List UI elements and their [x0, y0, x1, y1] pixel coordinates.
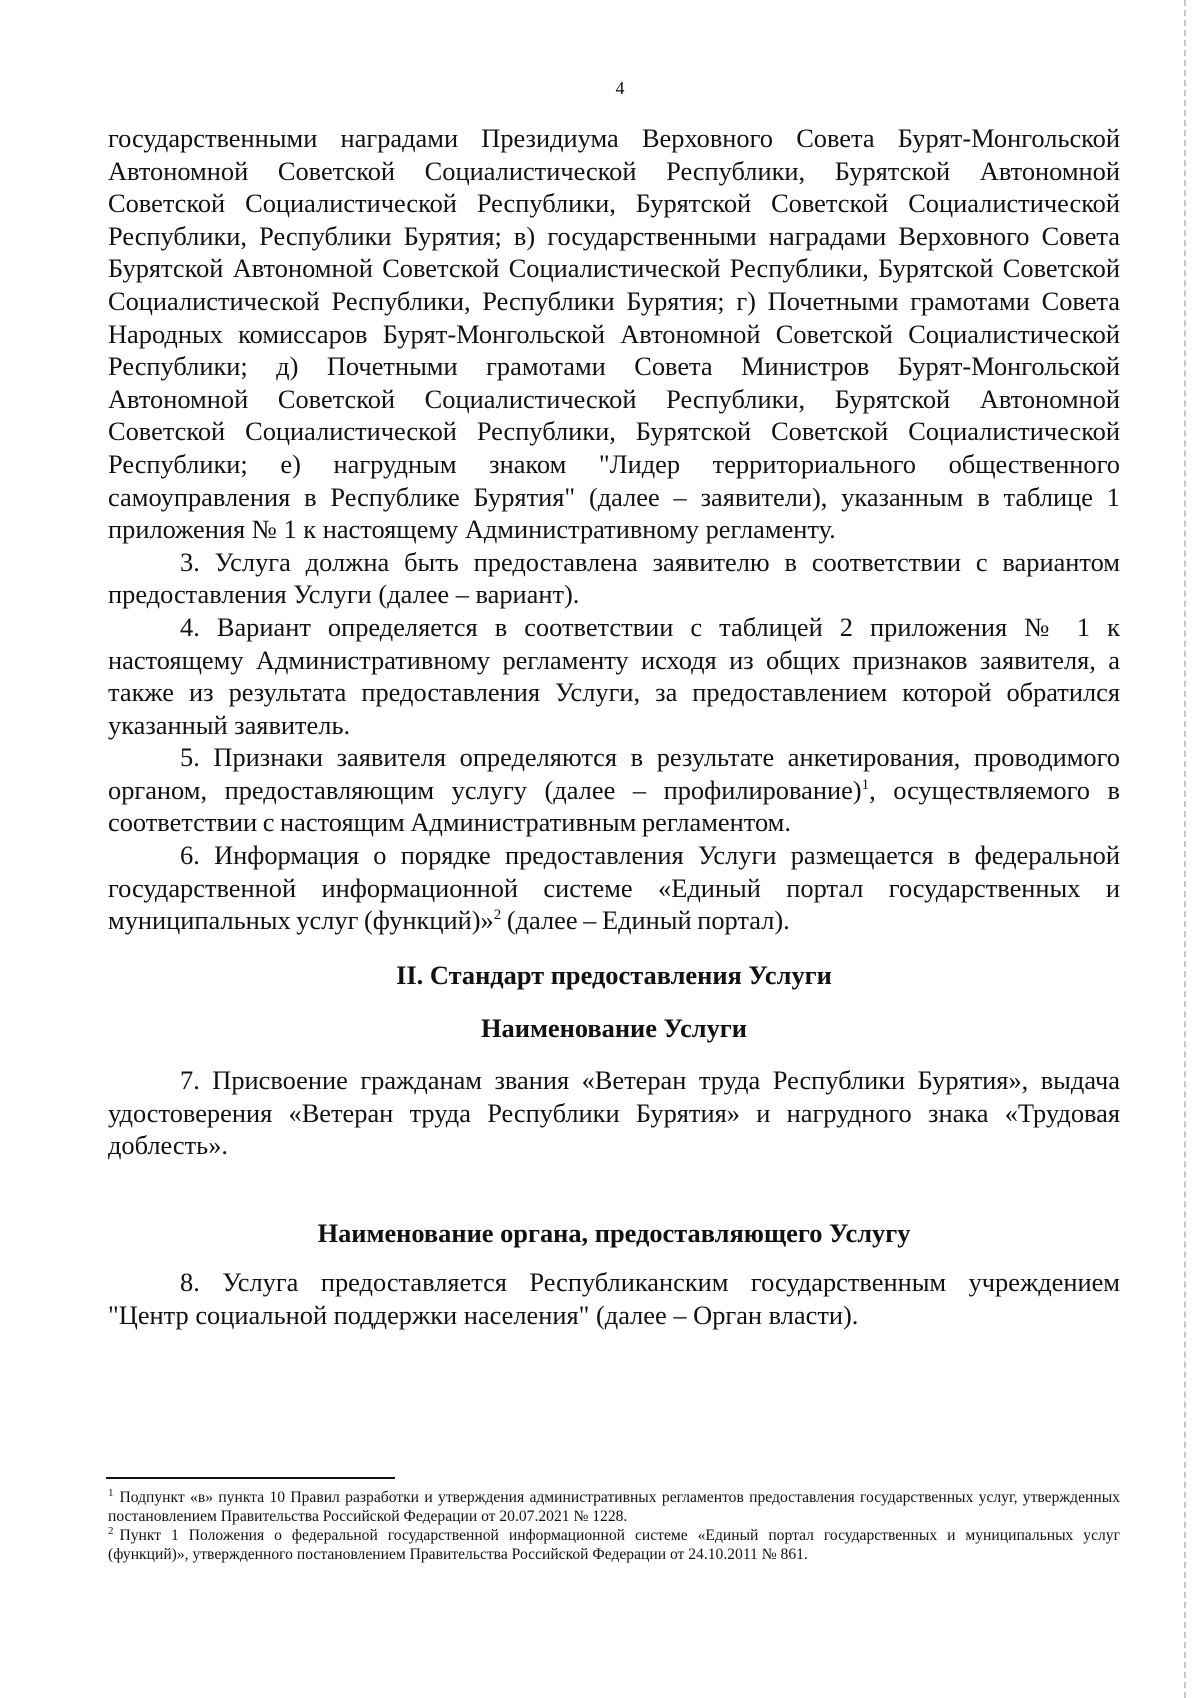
paragraph-3: 3. Услуга должна быть предоставлена заявителю в соответствии с вариантом предоставления Услуги (далее – вариант). [108, 546, 1120, 610]
paragraph-8: 8. Услуга предоставляется Республиканским государственным учреждением "Центр социальной поддержки населения" (далее – Орган власти). [108, 1267, 1120, 1330]
footnotes [108, 1488, 1120, 1564]
paragraph-7: 7. Присвоение гражданам звания «Ветеран труда Республики Бурятия», выдача удостоверения «Ветеран труда Республики Бурятия» и нагрудного знака «Трудовая доблесть». [108, 1065, 1120, 1161]
paragraph-4: 4. Вариант определяется в соответствии с таблицей 2 приложения № 1 к настоящему Административному регламенту исходя из общих признаков заявителя, а также из результата предоставления Услуги, за предоставлением которой обратился указанный заявитель. [108, 611, 1120, 740]
section-heading: II. Стандарт предоставления Услуги [396, 959, 832, 990]
paragraph-6 [108, 839, 1120, 937]
page-number: 4 [615, 78, 625, 98]
footnote-1-text: Подпункт «в» пункта 10 Правил разработки и утверждения административных регламентов предоставления государственных услуг, утвержденных постановлением Правительства Российской Федерации от 20.07.2021 № 1228. [108, 1489, 1120, 1525]
footnote-2-text: Пункт 1 Положения о федеральной государственной информационной системе «Единый портал государственных и муниципальных услуг (функций)», утвержденного постановлением Правительства Российской Федерации от 24.10.2011 № 861. [108, 1527, 1120, 1563]
footnote-2-mark: 2 [108, 1524, 114, 1537]
footnote-ref-1: 1 [861, 777, 870, 794]
paragraph-5 [108, 741, 1120, 839]
footnote-1-mark: 1 [108, 1486, 114, 1499]
page-body [108, 122, 1120, 1332]
footnote-separator [106, 1477, 395, 1479]
footnote-ref-2: 2 [493, 907, 502, 924]
scan-edge-line [1184, 0, 1186, 1698]
paragraph-5-text-end: , осуществляемого в соответствии с настоящим Административным регламентом. [108, 774, 1120, 838]
subheading-service-name: Наименование Услуги [481, 1013, 747, 1044]
paragraph-5-text: 5. Признаки заявителя определяются в результате анкетирования, проводимого органом, предоставляющим услугу (далее – профилирование) [108, 742, 1120, 805]
paragraph-6-text: 6. Информация о порядке предоставления Услуги размещается в федеральной государственной информационной системе «Единый портал государственных и муниципальных услуг (функций)» [108, 840, 1120, 936]
footnote-2 [108, 1526, 1120, 1564]
paragraph-continuation: государственными наградами Президиума Верховного Совета Бурят-Монгольской Автономной Советской Социалистической Республики, Бурятской Автономной Советской Социалистической Республики, Бурятской Советской Социалистической Республики, Республики Бурятия; в) государственными наградами Верховного Совета Бурятской Автономной Советской Социалистической Республики, Бурятской Советской Социалистической Республики, Республики Бурятия; г) Почетными грамотами Совета Народных комиссаров Бурят-Монгольской Автономной Советской Социалистической Республики; д) Почетными грамотами Совета Министров Бурят-Монгольской Автономной Советской Социалистической Республики, Бурятской Автономной Советской Социалистической Республики, Бурятской Советской Социалистической Республики; е) нагрудным знаком "Лидер территориального общественного самоуправления в Республике Бурятия" (далее – заявители), указанным в таблице 1 приложения № 1 к настоящему Административному регламенту. [108, 123, 1120, 545]
paragraph-6-text-end: (далее – Единый портал). [501, 905, 790, 936]
footnote-1 [108, 1488, 1120, 1526]
subheading-authority: Наименование органа, предоставляющего Услугу [317, 1217, 911, 1248]
